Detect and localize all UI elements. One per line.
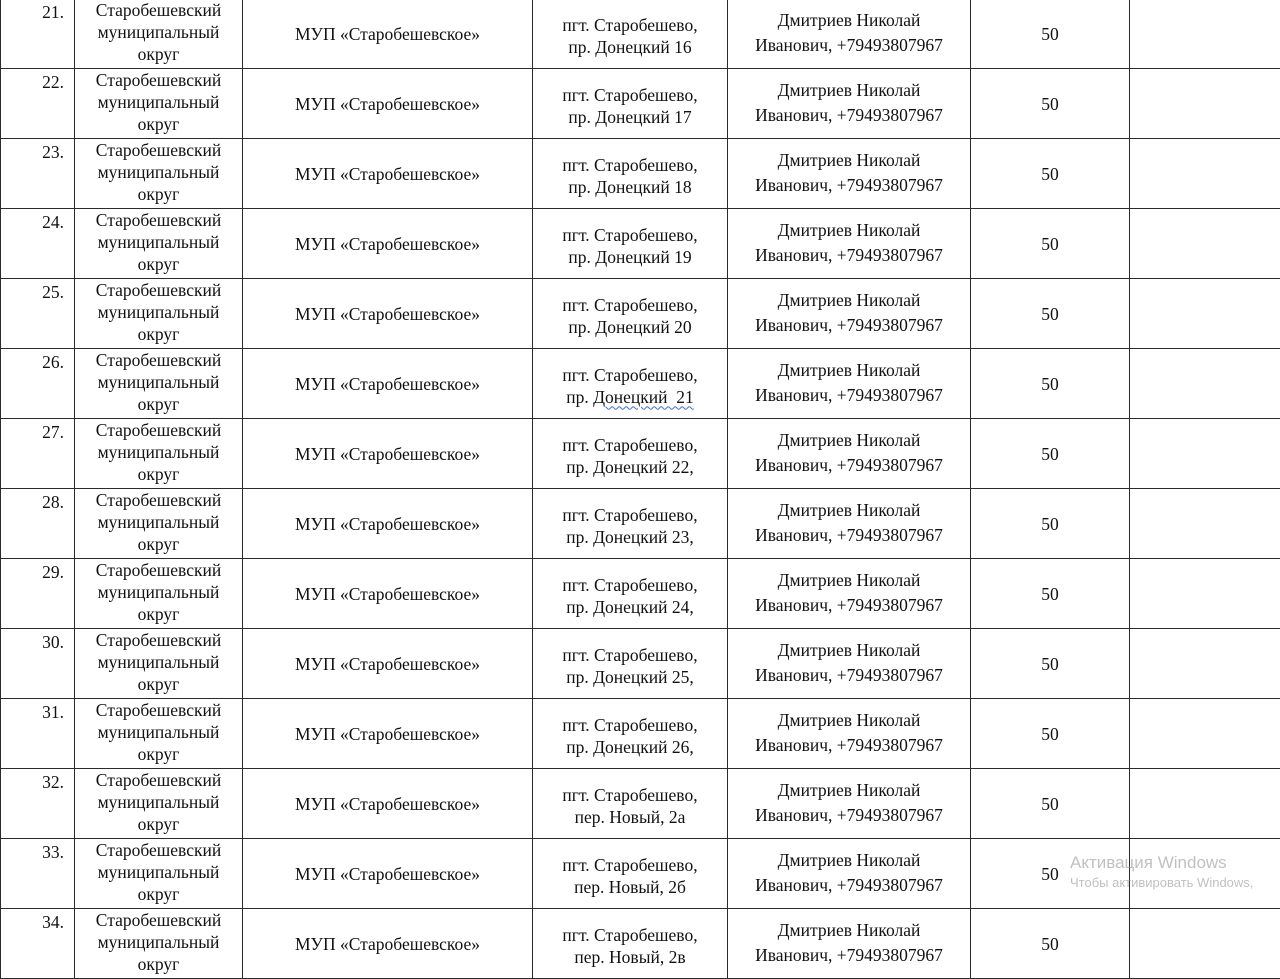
address-cell [533,559,728,629]
contact-line: Иванович, +79493807967 [728,383,970,408]
empty-cell [1130,629,1280,699]
address-line: пер. Новый, 2б [533,876,727,898]
contact-line: Дмитриев Николай [728,218,970,243]
capacity-cell: 50 [971,349,1130,419]
address-line: пгт. Старобешево, [533,14,727,36]
contact-line: Дмитриев Николай [728,428,970,453]
address-line: пгт. Старобешево, [533,924,727,946]
address-cell [533,209,728,279]
row-number: 23. [1,139,75,209]
address-cell [533,629,728,699]
district-line: муниципальный [75,791,242,813]
empty-cell [1130,419,1280,489]
district-line: муниципальный [75,301,242,323]
table-row [1,209,1280,279]
empty-cell [1130,139,1280,209]
contact-cell [728,209,971,279]
district-line: округ [75,603,242,625]
contact-line: Дмитриев Николай [728,498,970,523]
empty-cell [1130,69,1280,139]
district-line: муниципальный [75,931,242,953]
table-row [1,139,1280,209]
organization-cell: МУП «Старобешевское» [243,209,533,279]
address-cell [533,769,728,839]
district-cell [75,139,243,209]
district-line: Старобешевский [75,279,242,301]
row-number: 27. [1,419,75,489]
contact-line: Иванович, +79493807967 [728,173,970,198]
contact-line: Дмитриев Николай [728,8,970,33]
contact-cell [728,69,971,139]
contact-line: Дмитриев Николай [728,288,970,313]
address-line: пгт. Старобешево, [533,294,727,316]
district-line: Старобешевский [75,559,242,581]
contact-line: Дмитриев Николай [728,708,970,733]
capacity-cell: 50 [971,909,1130,979]
address-line: пер. Новый, 2в [533,946,727,968]
contact-cell [728,699,971,769]
table-body [1,0,1280,979]
contact-line: Дмитриев Николай [728,638,970,663]
row-number: 24. [1,209,75,279]
district-line: Старобешевский [75,769,242,791]
address-line: пгт. Старобешево, [533,644,727,666]
row-number: 31. [1,699,75,769]
organization-cell: МУП «Старобешевское» [243,839,533,909]
capacity-cell: 50 [971,559,1130,629]
empty-cell [1130,489,1280,559]
address-line: пр. Донецкий 23, [533,526,727,548]
district-line: округ [75,113,242,135]
organization-cell: МУП «Старобешевское» [243,699,533,769]
contact-line: Дмитриев Николай [728,358,970,383]
contact-cell [728,349,971,419]
address-line: пгт. Старобешево, [533,574,727,596]
address-cell [533,69,728,139]
contact-line: Иванович, +79493807967 [728,803,970,828]
district-cell [75,0,243,69]
district-line: Старобешевский [75,629,242,651]
row-number: 32. [1,769,75,839]
district-line: округ [75,673,242,695]
organization-cell: МУП «Старобешевское» [243,769,533,839]
district-line: муниципальный [75,21,242,43]
contact-line: Иванович, +79493807967 [728,243,970,268]
district-line: Старобешевский [75,699,242,721]
district-cell [75,629,243,699]
district-line: муниципальный [75,231,242,253]
address-line: пгт. Старобешево, [533,854,727,876]
contact-cell [728,909,971,979]
address-line: пр. Донецкий 24, [533,596,727,618]
district-line: округ [75,743,242,765]
contact-line: Дмитриев Николай [728,778,970,803]
district-line: Старобешевский [75,909,242,931]
address-cell [533,279,728,349]
district-line: Старобешевский [75,69,242,91]
contact-cell [728,559,971,629]
district-cell [75,419,243,489]
organization-cell: МУП «Старобешевское» [243,559,533,629]
row-number: 22. [1,69,75,139]
contact-line: Иванович, +79493807967 [728,593,970,618]
empty-cell [1130,769,1280,839]
contact-line: Иванович, +79493807967 [728,313,970,338]
district-cell [75,909,243,979]
district-cell [75,489,243,559]
organization-cell: МУП «Старобешевское» [243,489,533,559]
address-line: пгт. Старобешево, [533,504,727,526]
contact-line: Иванович, +79493807967 [728,873,970,898]
district-line: округ [75,253,242,275]
district-line: округ [75,393,242,415]
address-line: пр. Донецкий 17 [533,106,727,128]
address-line: пгт. Старобешево, [533,784,727,806]
district-line: муниципальный [75,511,242,533]
capacity-cell: 50 [971,769,1130,839]
contact-line: Дмитриев Николай [728,78,970,103]
address-line: пр. Донецкий 25, [533,666,727,688]
district-cell [75,209,243,279]
district-cell [75,69,243,139]
organization-cell: МУП «Старобешевское» [243,69,533,139]
contact-cell [728,489,971,559]
address-line: пгт. Старобешево, [533,154,727,176]
address-line: пгт. Старобешево, [533,224,727,246]
address-cell [533,909,728,979]
district-cell [75,349,243,419]
table-row [1,559,1280,629]
contact-line: Дмитриев Николай [728,148,970,173]
contact-line: Иванович, +79493807967 [728,103,970,128]
table-row [1,489,1280,559]
table-row [1,349,1280,419]
district-line: муниципальный [75,861,242,883]
contact-cell [728,0,971,69]
empty-cell [1130,279,1280,349]
table-row [1,0,1280,69]
contact-cell [728,839,971,909]
contact-line: Иванович, +79493807967 [728,943,970,968]
table-row [1,839,1280,909]
contact-line: Дмитриев Николай [728,918,970,943]
table-row [1,629,1280,699]
contact-line: Дмитриев Николай [728,848,970,873]
empty-cell [1130,0,1280,69]
contact-line: Иванович, +79493807967 [728,33,970,58]
address-line: пр. Донецкий 21 [533,386,727,408]
address-line: пр. Донецкий 20 [533,316,727,338]
empty-cell [1130,699,1280,769]
district-cell [75,699,243,769]
contact-line: Иванович, +79493807967 [728,663,970,688]
district-line: округ [75,43,242,65]
district-cell [75,279,243,349]
contact-cell [728,279,971,349]
row-number: 28. [1,489,75,559]
capacity-cell: 50 [971,139,1130,209]
address-cell [533,139,728,209]
spellcheck-underline: Донецкий 21 [593,387,694,407]
address-line: пр. Донецкий 26, [533,736,727,758]
capacity-cell: 50 [971,279,1130,349]
organization-cell: МУП «Старобешевское» [243,139,533,209]
organization-cell: МУП «Старобешевское» [243,629,533,699]
district-line: муниципальный [75,441,242,463]
contact-cell [728,139,971,209]
table-row [1,769,1280,839]
district-line: муниципальный [75,651,242,673]
contact-line: Иванович, +79493807967 [728,453,970,478]
contact-cell [728,769,971,839]
address-line: пр. Донецкий 16 [533,36,727,58]
address-cell [533,0,728,69]
row-number: 21. [1,0,75,69]
organization-cell: МУП «Старобешевское» [243,0,533,69]
district-line: Старобешевский [75,0,242,21]
empty-cell [1130,349,1280,419]
district-line: муниципальный [75,721,242,743]
capacity-cell: 50 [971,629,1130,699]
empty-cell [1130,909,1280,979]
address-cell [533,349,728,419]
address-line: пгт. Старобешево, [533,434,727,456]
district-line: округ [75,323,242,345]
contact-line: Иванович, +79493807967 [728,733,970,758]
district-line: муниципальный [75,581,242,603]
address-cell [533,419,728,489]
district-line: округ [75,183,242,205]
district-line: округ [75,953,242,975]
district-cell [75,559,243,629]
row-number: 34. [1,909,75,979]
capacity-cell: 50 [971,699,1130,769]
contact-cell [728,629,971,699]
empty-cell [1130,839,1280,909]
district-line: округ [75,533,242,555]
capacity-cell: 50 [971,0,1130,69]
district-line: Старобешевский [75,489,242,511]
table-row [1,69,1280,139]
table-row [1,699,1280,769]
district-line: муниципальный [75,161,242,183]
contact-cell [728,419,971,489]
district-line: Старобешевский [75,349,242,371]
row-number: 29. [1,559,75,629]
organization-cell: МУП «Старобешевское» [243,349,533,419]
district-line: округ [75,883,242,905]
district-line: Старобешевский [75,139,242,161]
organization-cell: МУП «Старобешевское» [243,279,533,349]
table-row [1,279,1280,349]
district-line: Старобешевский [75,839,242,861]
district-cell [75,769,243,839]
capacity-cell: 50 [971,209,1130,279]
district-line: муниципальный [75,91,242,113]
table-row [1,419,1280,489]
empty-cell [1130,209,1280,279]
address-line: пгт. Старобешево, [533,84,727,106]
district-line: Старобешевский [75,419,242,441]
capacity-cell: 50 [971,69,1130,139]
organization-cell: МУП «Старобешевское» [243,419,533,489]
empty-cell [1130,559,1280,629]
organization-cell: МУП «Старобешевское» [243,909,533,979]
district-line: округ [75,813,242,835]
district-line: Старобешевский [75,209,242,231]
address-cell [533,839,728,909]
address-cell [533,699,728,769]
capacity-cell: 50 [971,489,1130,559]
row-number: 33. [1,839,75,909]
district-cell [75,839,243,909]
contact-line: Дмитриев Николай [728,568,970,593]
address-cell [533,489,728,559]
address-line: пер. Новый, 2а [533,806,727,828]
district-line: муниципальный [75,371,242,393]
watermark-title: Активация Windows [1070,852,1280,874]
address-line: пр. Донецкий 22, [533,456,727,478]
contact-line: Иванович, +79493807967 [728,523,970,548]
row-number: 30. [1,629,75,699]
address-line: пр. Донецкий 18 [533,176,727,198]
address-line: пгт. Старобешево, [533,714,727,736]
watermark-subtitle: Чтобы активировать Windows, [1070,874,1280,892]
capacity-cell: 50 [971,839,1130,909]
capacity-cell: 50 [971,419,1130,489]
row-number: 25. [1,279,75,349]
district-line: округ [75,463,242,485]
table-row [1,909,1280,979]
address-line: пгт. Старобешево, [533,364,727,386]
address-line: пр. Донецкий 19 [533,246,727,268]
row-number: 26. [1,349,75,419]
